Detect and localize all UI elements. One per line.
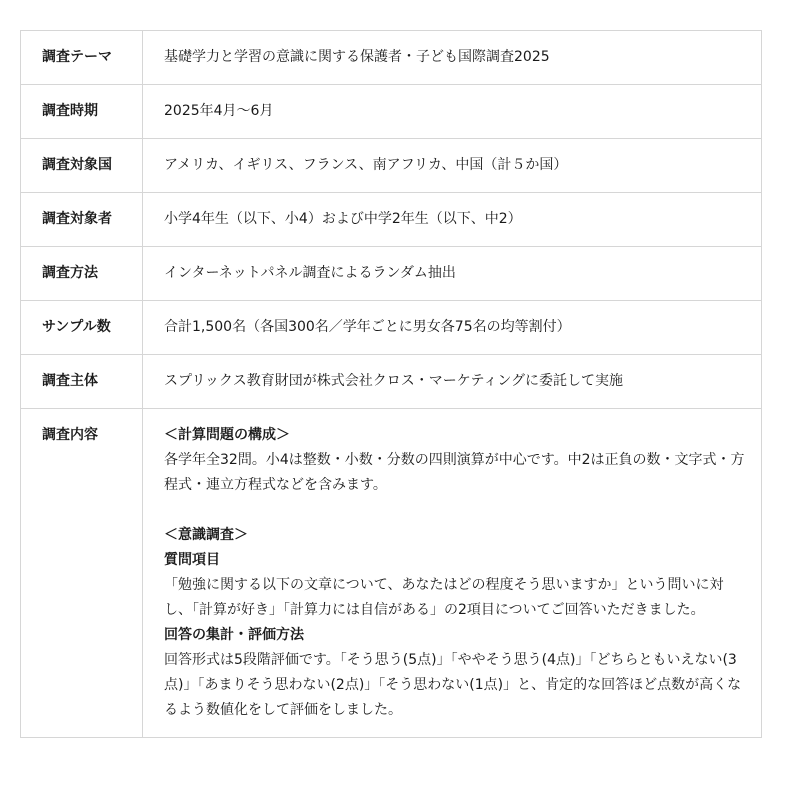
table-row-content <box>21 409 762 738</box>
row-value-subjects: 小学4年生（以下、小4）および中学2年生（以下、中2） <box>143 193 762 247</box>
row-value-content <box>143 409 762 738</box>
row-value-sample: 合計1,500名（各国300名／学年ごとに男女各75名の均等割付） <box>143 301 762 355</box>
row-label-organizer: 調査主体 <box>21 355 143 409</box>
row-value-theme: 基礎学力と学習の意識に関する保護者・子ども国際調査2025 <box>143 31 762 85</box>
table-row-period <box>21 85 762 139</box>
table-row-theme <box>21 31 762 85</box>
section-spacer <box>164 498 747 523</box>
row-label-subjects: 調査対象者 <box>21 193 143 247</box>
table-row-countries <box>21 139 762 193</box>
row-label-content: 調査内容 <box>21 409 143 738</box>
question-items-text: 「勉強に関する以下の文章について、あなたはどの程度そう思いますか」という問いに対し、「計算が好き」「計算力には自信がある」の2項目についてご回答いただきました。 <box>164 577 724 618</box>
calc-section-heading: ＜計算問題の構成＞ <box>164 427 290 443</box>
row-value-period: 2025年4月〜6月 <box>143 85 762 139</box>
table-row-sample <box>21 301 762 355</box>
row-label-method: 調査方法 <box>21 247 143 301</box>
question-items-heading: 質問項目 <box>164 552 220 568</box>
evaluation-method-text: 回答形式は5段階評価です。「そう思う(5点)」「ややそう思う(4点)」「どちらともいえない(3点)」「あまりそう思わない(2点)」「そう思わない(1点)」と、肯定的な回答ほど点数が高くなるよう数値化をして評価をしました。 <box>164 652 742 718</box>
row-value-method: インターネットパネル調査によるランダム抽出 <box>143 247 762 301</box>
attitude-section-heading: ＜意識調査＞ <box>164 527 248 543</box>
table-row-subjects <box>21 193 762 247</box>
survey-table <box>20 30 762 738</box>
survey-overview <box>20 30 762 738</box>
table-row-method <box>21 247 762 301</box>
row-value-countries: アメリカ、イギリス、フランス、南アフリカ、中国（計５か国） <box>143 139 762 193</box>
row-label-period: 調査時期 <box>21 85 143 139</box>
row-label-theme: 調査テーマ <box>21 31 143 85</box>
evaluation-method-heading: 回答の集計・評価方法 <box>164 627 304 643</box>
calc-section-text: 各学年全32問。小4は整数・小数・分数の四則演算が中心です。中2は正負の数・文字式・方程式・連立方程式などを含みます。 <box>164 452 745 493</box>
table-row-organizer <box>21 355 762 409</box>
row-label-countries: 調査対象国 <box>21 139 143 193</box>
row-value-organizer: スプリックス教育財団が株式会社クロス・マーケティングに委託して実施 <box>143 355 762 409</box>
row-label-sample: サンプル数 <box>21 301 143 355</box>
